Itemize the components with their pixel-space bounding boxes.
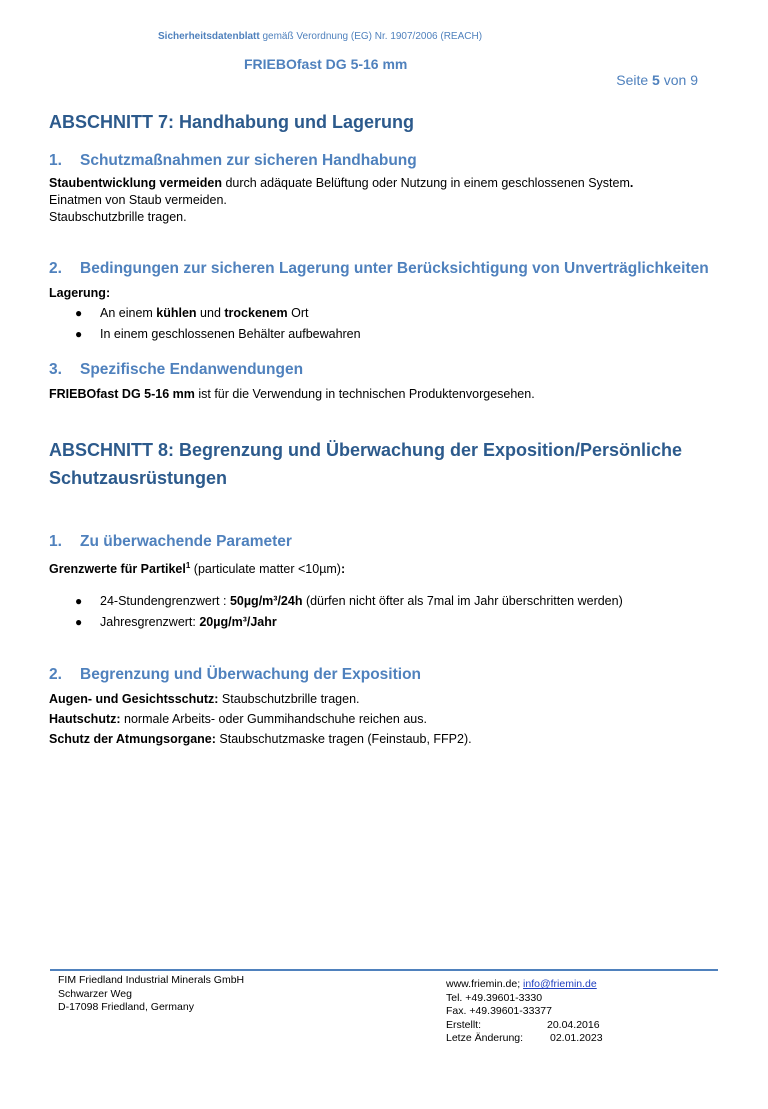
limit-b1-b: 50µg/m³/24h (229, 594, 303, 608)
web-line (446, 978, 603, 992)
limit-b1-c: (dürfen nicht öfter als 7mal im Jahr überschritten werden) (302, 594, 623, 608)
sds-label: Sicherheitsdatenblatt (158, 31, 260, 42)
heading-text: Bedingungen zur sicheren Lagerung unter Berücksichtigung von Unverträglichkeiten (80, 260, 709, 277)
section-8-2-heading (49, 666, 421, 684)
heading-text: Zu überwachende Parameter (80, 533, 292, 550)
eye-text: Staubschutzbrille tragen. (218, 692, 360, 706)
limit-b2-b: 20µg/m³/Jahr (199, 615, 277, 629)
page-total: 9 (690, 72, 698, 88)
section-7-2-heading (49, 260, 709, 278)
heading-number: 2. (49, 260, 62, 277)
handling-end: . (629, 176, 634, 190)
eye-label: Augen- und Gesichtsschutz: (49, 692, 219, 706)
heading-number: 1. (49, 533, 62, 550)
bullet-icon: ● (75, 615, 83, 629)
skin-text: normale Arbeits- oder Gummihandschuhe reichen aus. (120, 712, 427, 726)
created-row (446, 1019, 603, 1033)
page-middle: von (659, 72, 691, 88)
footer-contact-block (446, 978, 603, 1046)
limit-b1-a: 24-Stundengrenzwert : (100, 594, 230, 608)
company-street: Schwarzer Weg (58, 987, 132, 1000)
end-use-rest: ist für die Verwendung in technischen Produktenvorgesehen. (194, 387, 535, 401)
page-current: 5 (652, 72, 660, 88)
resp-text: Staubschutzmaske tragen (Feinstaub, FFP2). (215, 732, 472, 746)
bullet-icon: ● (75, 594, 83, 608)
footer-company-block (58, 974, 244, 1015)
handling-bold: Staubentwicklung vermeiden (49, 176, 222, 190)
resp-label: Schutz der Atmungsorgane: (49, 732, 216, 746)
handling-line-1 (49, 175, 633, 192)
email-link[interactable]: info@friemin.de (523, 978, 597, 990)
created-label: Erstellt: (446, 1018, 482, 1031)
fax: Fax. +49.39601-33377 (446, 1005, 552, 1017)
limit-colon: : (340, 562, 346, 577)
skin-protection-line (49, 711, 427, 728)
handling-line-2: Einatmen von Staub vermeiden. (49, 193, 227, 207)
limit-bullet-1 (75, 593, 623, 610)
heading-text: Begrenzung und Überwachung der Exposition (80, 666, 422, 683)
section-8-title: ABSCHNITT 8: Begrenzung und Überwachung der Exposition/Persönliche Schutzausrüstungen (49, 440, 683, 488)
website: www.friemin.de; (446, 978, 521, 990)
section-7-title: ABSCHNITT 7: Handhabung und Lagerung (49, 112, 414, 132)
footer-divider (50, 969, 718, 971)
eye-protection-line (49, 691, 360, 708)
skin-label: Hautschutz: (49, 712, 121, 726)
heading-text: Spezifische Endanwendungen (80, 361, 304, 378)
heading-number: 3. (49, 361, 62, 378)
bullet-icon: ● (75, 306, 83, 320)
storage-b1-c: und (196, 306, 225, 320)
limit-b2-a: Jahresgrenzwert: (100, 615, 200, 629)
changed-row (446, 1032, 603, 1046)
page-number (616, 72, 698, 88)
phone: Tel. +49.39601-3330 (446, 991, 543, 1004)
end-use-product: FRIEBOfast DG 5-16 mm (49, 387, 195, 401)
limit-label: Grenzwerte für Partikel (49, 562, 186, 577)
heading-number: 1. (49, 152, 62, 169)
limit-values-line (49, 557, 345, 578)
product-name: FRIEBOfast DG 5-16 mm (244, 56, 408, 72)
limit-rest: (particulate matter <10µm) (190, 562, 341, 577)
company-name: FIM Friedland Industrial Minerals GmbH (58, 974, 245, 986)
storage-b1-b: kühlen (156, 306, 197, 320)
storage-label: Lagerung: (49, 286, 111, 300)
footnote-ref: 1 (185, 561, 191, 570)
limit-bullet-2 (75, 614, 277, 631)
page-prefix: Seite (616, 72, 653, 88)
handling-line-3: Staubschutzbrille tragen. (49, 210, 187, 224)
storage-b1-e: Ort (287, 306, 309, 320)
sds-regulation-header (158, 31, 482, 42)
section-8-1-heading (49, 533, 292, 551)
heading-number: 2. (49, 666, 62, 683)
bullet-icon: ● (75, 327, 83, 341)
regulation-text: gemäß Verordnung (EG) Nr. 1907/2006 (REACH) (259, 31, 483, 42)
respiratory-protection-line (49, 731, 472, 748)
section-7-3-heading (49, 361, 303, 379)
heading-text: Schutzmaßnahmen zur sicheren Handhabung (80, 152, 417, 169)
storage-b1-d: trockenem (224, 306, 288, 320)
section-7-1-heading (49, 152, 417, 170)
company-city: D-17098 Friedland, Germany (58, 1001, 194, 1013)
storage-b1-a: An einem (100, 306, 157, 320)
changed-label: Letze Änderung: (446, 1032, 524, 1044)
storage-bullet-2 (75, 326, 361, 343)
changed-date: 02.01.2023 (550, 1032, 603, 1044)
created-date: 20.04.2016 (547, 1018, 600, 1031)
storage-bullet-1 (75, 305, 308, 322)
handling-rest: durch adäquate Belüftung oder Nutzung in einem geschlossenen System (221, 176, 630, 190)
end-use-text (49, 386, 535, 403)
storage-b2: In einem geschlossenen Behälter aufbewahren (100, 327, 361, 341)
